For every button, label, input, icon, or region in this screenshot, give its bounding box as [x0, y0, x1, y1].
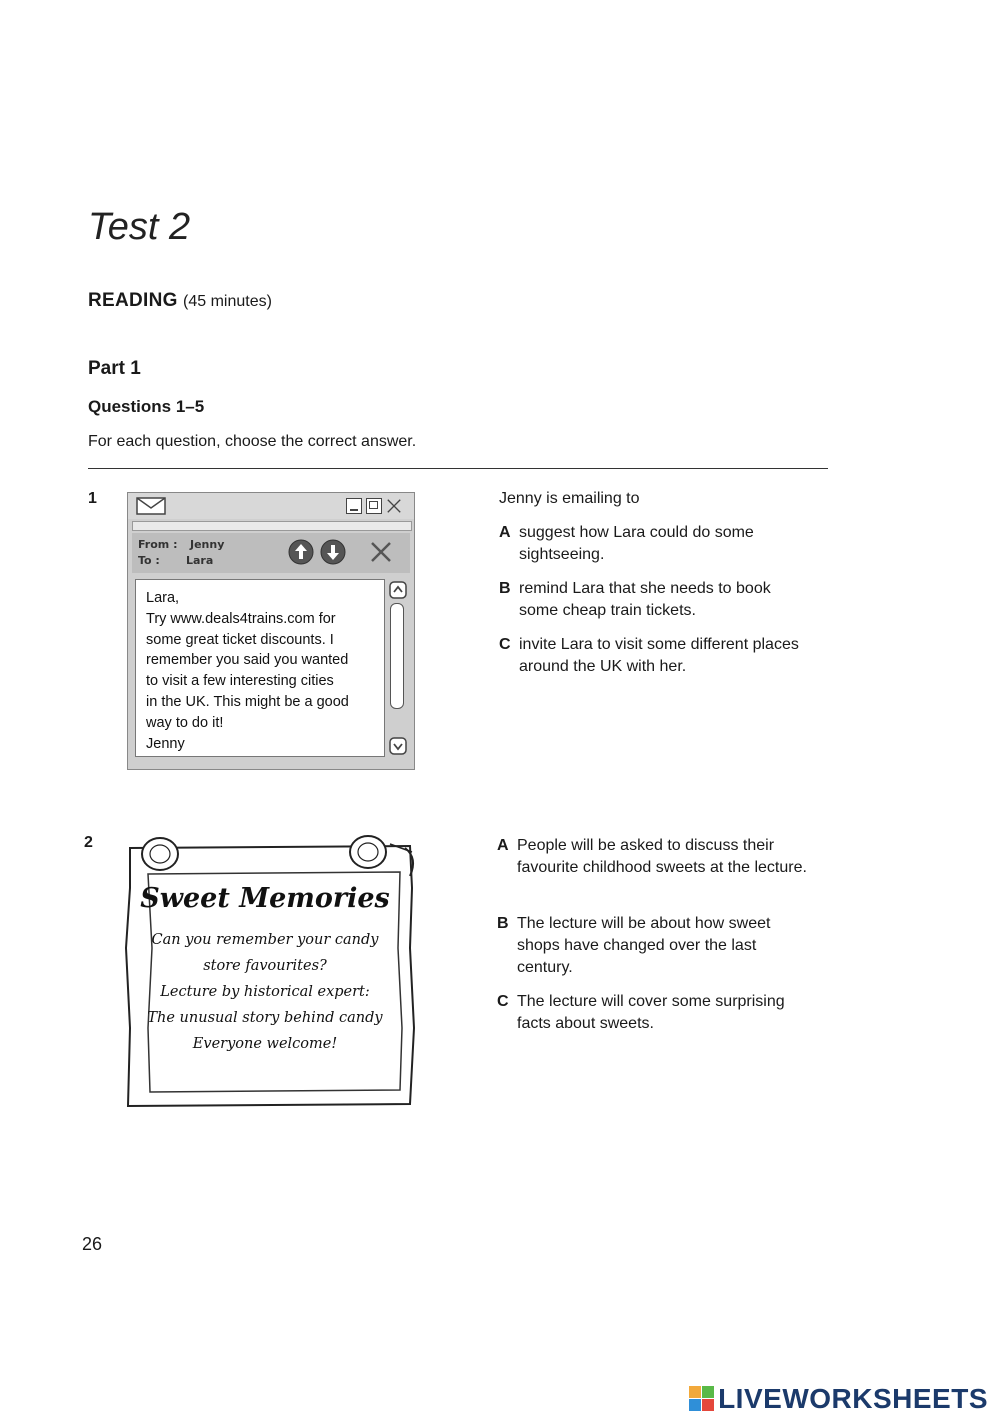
liveworksheets-logo-icon [689, 1386, 715, 1412]
question-number: 2 [84, 834, 93, 851]
option-letter: C [497, 993, 509, 1010]
section-heading [88, 290, 272, 312]
test-title: Test 2 [88, 206, 191, 248]
option-letter: A [499, 524, 511, 541]
email-line: some great ticket discounts. I [146, 631, 334, 648]
maximize-icon[interactable] [366, 498, 382, 514]
option-text: remind Lara that she needs to book some cheap train tickets. [519, 580, 771, 619]
email-titlebar [128, 493, 414, 519]
brand-name: LIVEWORKSHEETS [718, 1383, 988, 1414]
section-name: READING [88, 290, 178, 311]
email-window [127, 492, 415, 770]
question-stem: Jenny is emailing to [499, 490, 640, 507]
email-line: way to do it! [146, 714, 224, 731]
to-value: Lara [186, 554, 214, 567]
scroll-up-icon[interactable] [389, 581, 407, 599]
option-letter: B [499, 580, 511, 597]
scroll-down-icon[interactable] [389, 737, 407, 755]
answer-option-a[interactable] [497, 835, 807, 879]
option-text: The lecture will cover some surprising facts about sweets. [517, 993, 785, 1032]
poster-line: store favourites? [203, 958, 327, 974]
close-icon[interactable] [386, 498, 402, 514]
brand-watermark[interactable] [689, 1383, 988, 1415]
answer-option-b[interactable] [497, 913, 807, 979]
section-duration: (45 minutes) [183, 293, 272, 310]
poster-line: Can you remember your candy [151, 932, 379, 948]
email-line: Try www.deals4trains.com for [146, 610, 336, 627]
scroll-thumb[interactable] [390, 603, 404, 709]
poster-line: Lecture by historical expert: [160, 984, 370, 1000]
email-header [132, 533, 410, 573]
from-label: From : [138, 538, 178, 551]
answer-option-b[interactable] [499, 578, 809, 622]
question-number: 1 [88, 490, 97, 507]
email-line: Lara, [146, 590, 180, 606]
arrow-up-icon[interactable] [288, 539, 314, 565]
email-line: in the UK. This might be a good [146, 693, 349, 710]
to-label: To : [138, 554, 160, 567]
part-title: Part 1 [88, 358, 141, 379]
option-letter: B [497, 915, 509, 932]
email-line: to visit a few interesting cities [146, 673, 334, 690]
arrow-down-icon[interactable] [320, 539, 346, 565]
instructions: For each question, choose the correct answer. [88, 433, 417, 450]
answer-option-c[interactable] [499, 634, 829, 678]
from-value: Jenny [190, 538, 225, 551]
option-letter: A [497, 837, 509, 854]
envelope-icon [136, 497, 166, 515]
email-toolbar [132, 521, 412, 531]
option-text: People will be asked to discuss their favourite childhood sweets at the lecture. [517, 837, 807, 876]
answer-option-c[interactable] [497, 991, 807, 1035]
answer-option-a[interactable] [499, 522, 809, 566]
email-body [135, 579, 385, 757]
minimize-icon[interactable] [346, 498, 362, 514]
page-number: 26 [82, 1234, 103, 1254]
questions-range: Questions 1–5 [88, 397, 205, 416]
email-scrollbar[interactable] [387, 579, 409, 757]
poster-line: The unusual story behind candy [147, 1010, 383, 1026]
delete-icon[interactable] [368, 539, 394, 565]
option-text: invite Lara to visit some different places around the UK with her. [519, 636, 799, 675]
option-letter: C [499, 636, 511, 653]
email-line: Jenny [146, 735, 185, 752]
divider [88, 468, 828, 469]
poster-title: Sweet Memories [140, 883, 390, 914]
option-text: The lecture will be about how sweet shops have changed over the last century. [517, 915, 771, 976]
email-line: remember you said you wanted [146, 652, 349, 669]
poster-line: Everyone welcome! [192, 1036, 338, 1052]
option-text: suggest how Lara could do some sightseeing. [519, 524, 754, 563]
